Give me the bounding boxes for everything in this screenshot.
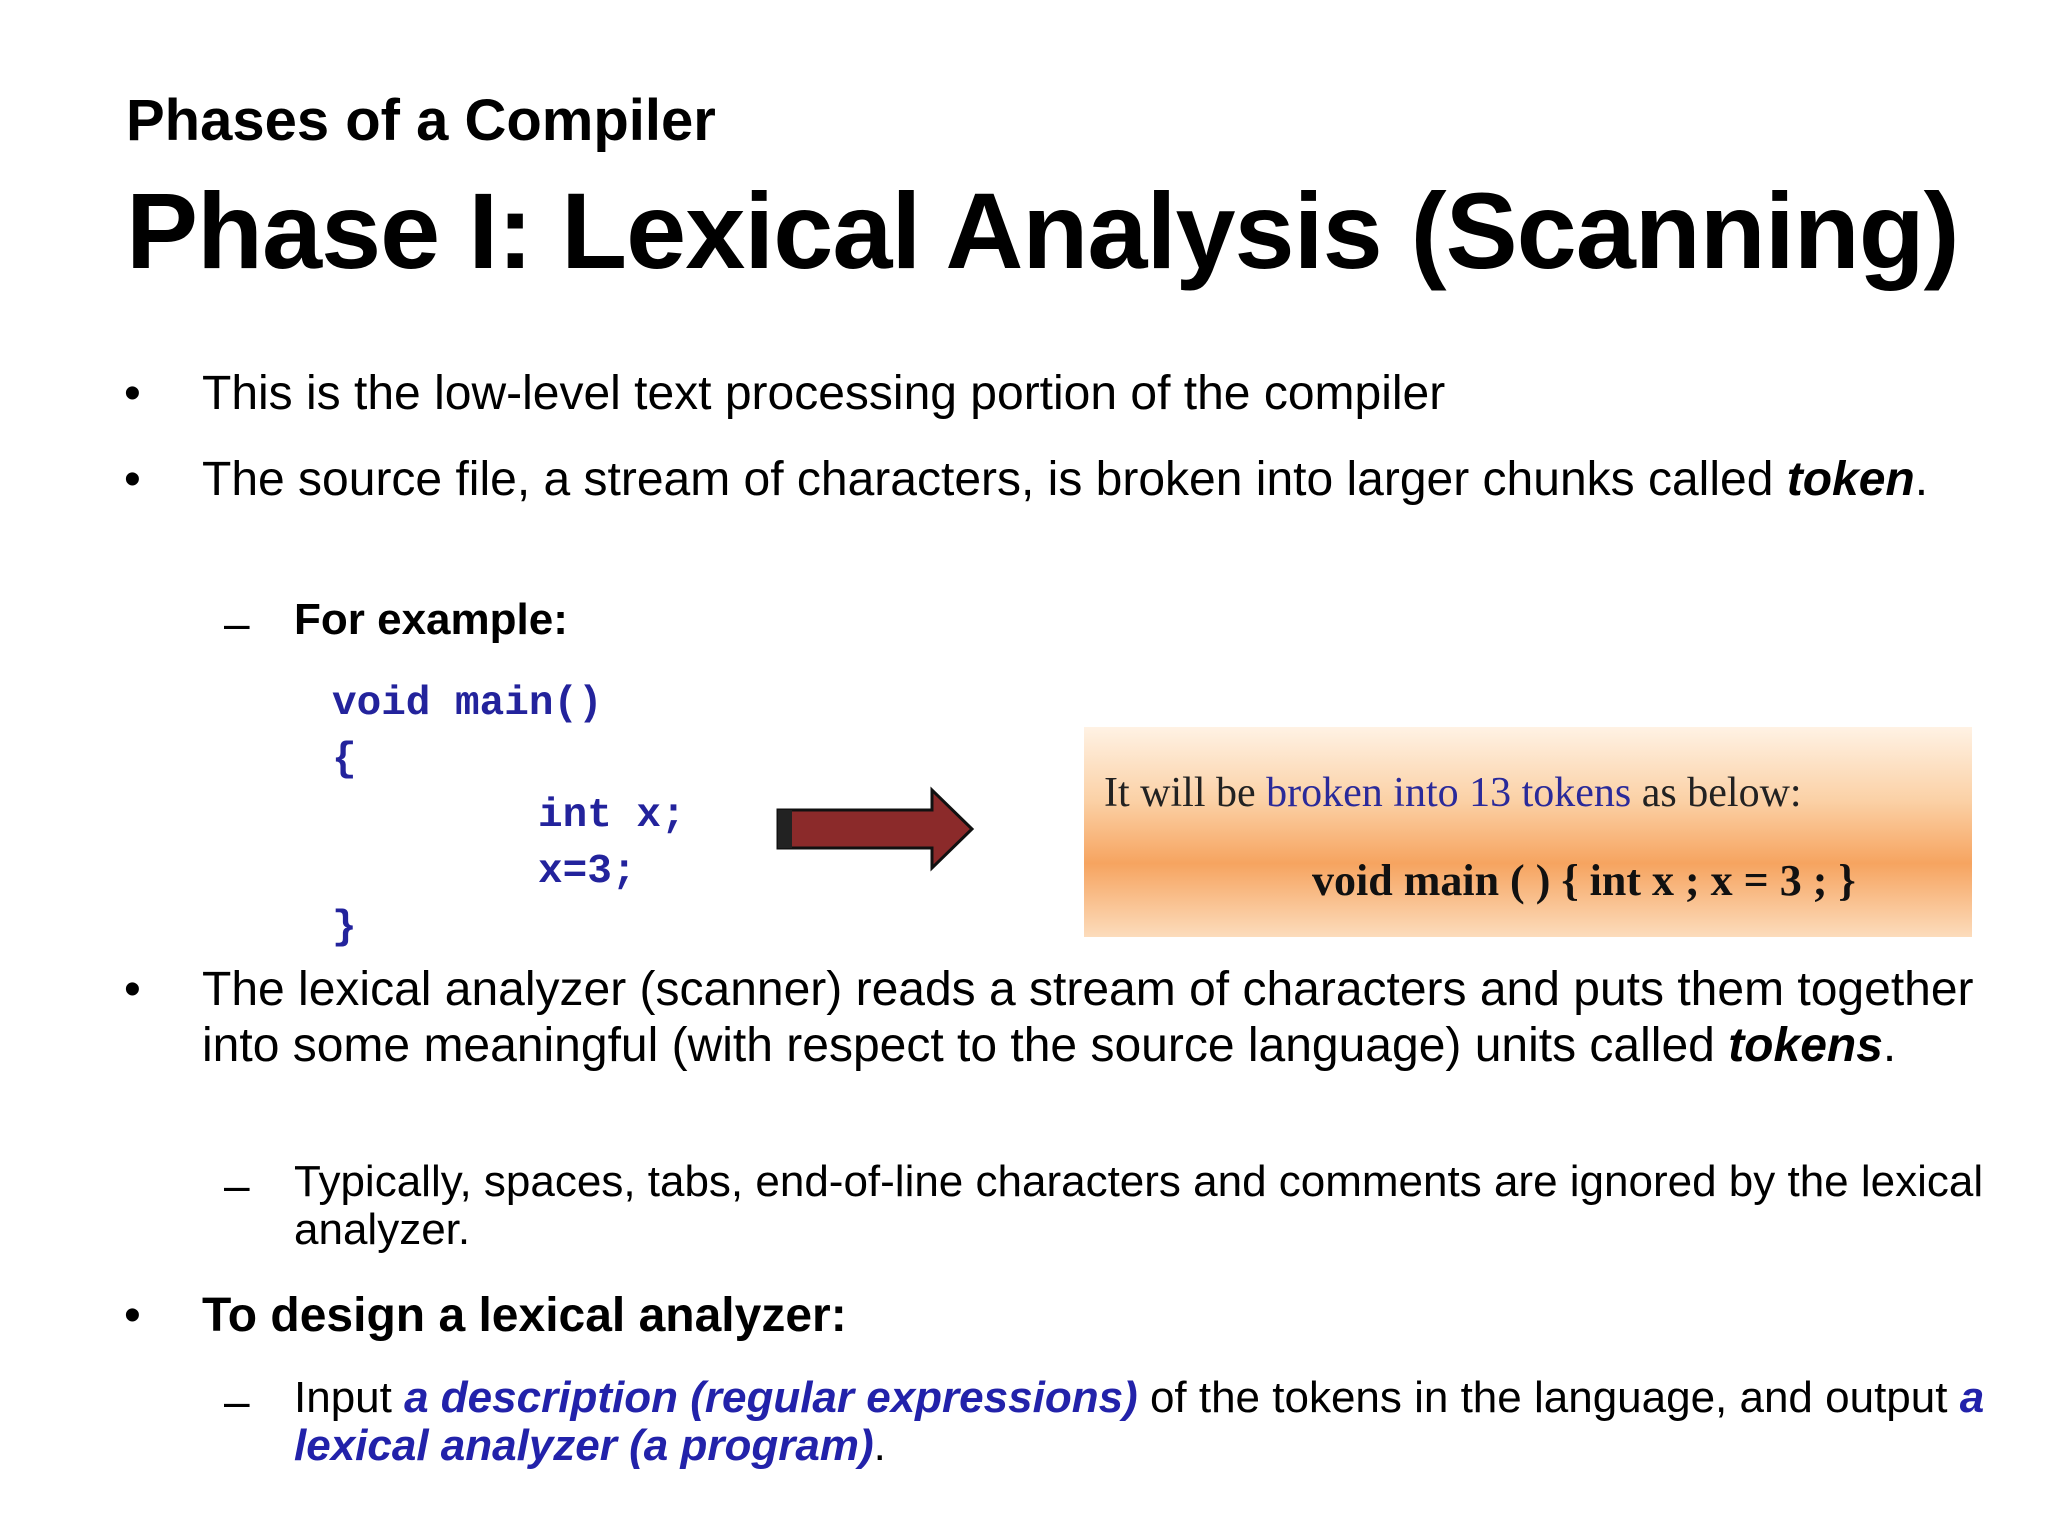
dash-marker: – [224,1375,250,1427]
bullet-marker: • [124,453,141,506]
code-line-4: x=3; [538,849,637,895]
text-part: Input [294,1373,392,1422]
code-line-1: void main() [332,681,603,727]
emphasis-paren: ( [629,1421,644,1470]
bullet-text [202,452,1982,508]
sub-bullet-text: For example: [294,595,568,644]
slide-subtitle: Phases of a Compiler [126,88,716,153]
bullet-text-part: The lexical analyzer (scanner) reads a stream of characters and puts them together into some meaningful (with respect to the source language) units called [202,963,1974,1072]
code-line-3: int x; [538,793,686,839]
emphasis-paren: ) [858,1421,874,1470]
sub-bullet-text: Typically, spaces, tabs, end-of-line characters and comments are ignored by the lexical analyzer. [294,1157,1984,1254]
token-box-caption [1104,769,1802,817]
bullet-text-part: . [1882,1019,1897,1072]
right-arrow-icon [776,784,976,874]
code-line-5: } [332,905,357,951]
token-caption-pre: It will be [1104,770,1256,816]
emphasis-program: a program [643,1421,859,1470]
token-result-box [1084,727,1972,937]
bullet-text-part: The source file, a stream of characters, is broken into larger chunks called [202,453,1774,506]
emphasis-regular-expressions: regular expressions [704,1373,1124,1422]
token-caption-post: as below: [1641,770,1802,816]
emphasis-paren: ) [1123,1373,1138,1422]
text-part: of the tokens in the language, and output [1149,1373,1948,1422]
bullet-text [202,962,1982,1074]
slide-title: Phase I: Lexical Analysis (Scanning) [126,170,1959,291]
bullet-text-part: . [1914,453,1929,506]
emphasis-description: a description [404,1373,678,1422]
token-sequence: void main ( ) { int x ; x = 3 ; } [1312,856,1856,905]
emphasis-paren: ( [690,1373,705,1422]
bullet-marker: • [124,367,141,420]
keyword-tokens: tokens [1728,1019,1883,1072]
dash-marker: – [224,1159,250,1211]
bullet-marker: • [124,1289,141,1342]
bullet-text: To design a lexical analyzer: [202,1289,847,1342]
sub-bullet-text [294,1374,2014,1470]
emphasis-lexical-analyzer: a lexical analyzer [294,1373,1985,1470]
text-part: . [873,1421,886,1470]
dash-marker: – [224,597,250,649]
token-caption-highlight: broken into 13 tokens [1266,770,1632,816]
bullet-text: This is the low-level text processing portion of the compiler [202,367,1446,420]
code-line-2: { [332,737,357,783]
bullet-marker: • [124,963,141,1016]
keyword-token: token [1786,453,1915,506]
